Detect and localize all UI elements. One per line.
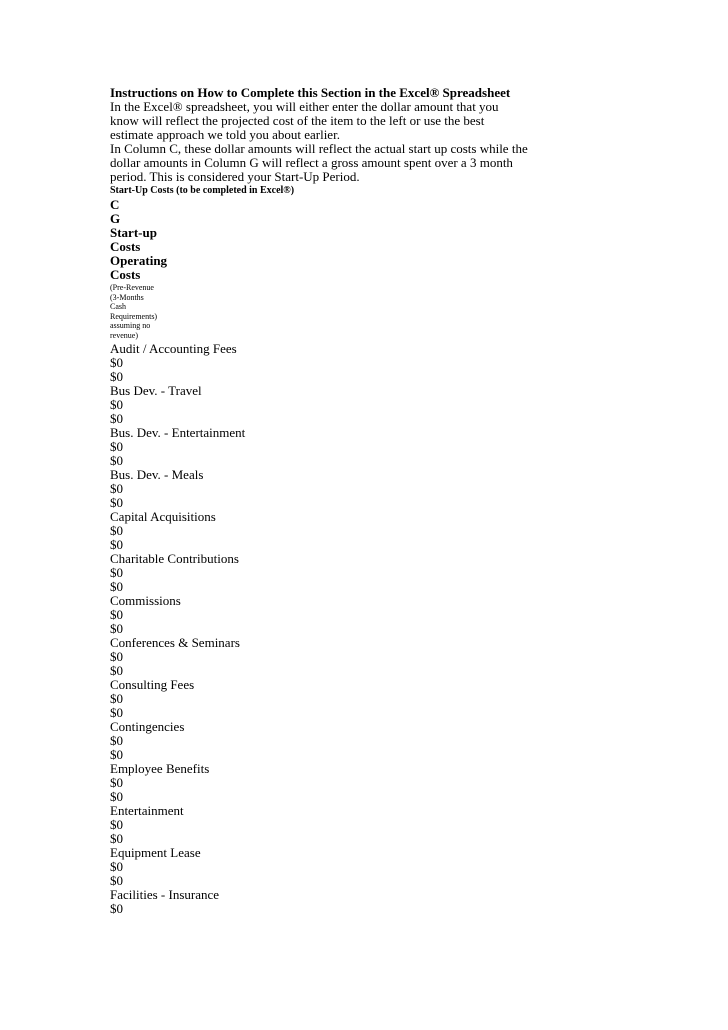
item-name: Bus. Dev. - Meals: [110, 467, 204, 482]
item-name: Equipment Lease: [110, 845, 201, 860]
item-start-up-value: $0: [110, 523, 123, 538]
item-start-up-value: $0: [110, 439, 123, 454]
note-line: revenue): [110, 330, 138, 340]
item-operating-value: $0: [110, 873, 123, 888]
operating-costs-note: [110, 283, 530, 340]
column-header: Costs: [110, 267, 141, 282]
column-header: C: [110, 197, 120, 212]
table-title: Start-Up Costs (to be completed in Excel®): [110, 185, 295, 196]
item-operating-value: $0: [110, 411, 123, 426]
list-item: [110, 510, 530, 552]
item-operating-value: $0: [110, 453, 123, 468]
item-operating-value: $0: [110, 579, 123, 594]
item-start-up-value: $0: [110, 817, 123, 832]
item-start-up-value: $0: [110, 607, 123, 622]
item-name: Commissions: [110, 593, 181, 608]
item-name: Bus. Dev. - Entertainment: [110, 425, 246, 440]
item-name: Audit / Accounting Fees: [110, 341, 237, 356]
item-operating-value: $0: [110, 789, 123, 804]
document-page: [110, 86, 530, 916]
item-name: Charitable Contributions: [110, 551, 239, 566]
list-item: [110, 846, 530, 888]
item-start-up-value: $0: [110, 775, 123, 790]
list-item: [110, 762, 530, 804]
list-item: [110, 384, 530, 426]
column-header: G: [110, 211, 121, 226]
item-start-up-value: $0: [110, 733, 123, 748]
item-operating-value: $0: [110, 747, 123, 762]
item-operating-value: $0: [110, 369, 123, 384]
item-name: Conferences & Seminars: [110, 635, 240, 650]
item-name: Entertainment: [110, 803, 184, 818]
note-line: (3-Months: [110, 292, 144, 302]
column-header: Start-up: [110, 225, 157, 240]
item-name: Contingencies: [110, 719, 185, 734]
list-item: [110, 342, 530, 384]
item-operating-value: $0: [110, 621, 123, 636]
item-operating-value: $0: [110, 831, 123, 846]
column-header: Operating: [110, 253, 168, 268]
item-start-up-value: $0: [110, 691, 123, 706]
item-start-up-value: $0: [110, 901, 123, 916]
cost-items-list: [110, 342, 530, 916]
paragraph-intro: In the Excel® spreadsheet, you will either enter the dollar amount that you know will reflect the projected cost of the item to the left or use the best estimate approach we told you about earlier.: [110, 99, 499, 142]
item-name: Bus Dev. - Travel: [110, 383, 202, 398]
note-line: (Pre-Revenue: [110, 283, 154, 292]
note-line: Requirements): [110, 311, 158, 321]
item-name: Employee Benefits: [110, 761, 210, 776]
item-start-up-value: $0: [110, 355, 123, 370]
list-item: [110, 426, 530, 468]
item-start-up-value: $0: [110, 649, 123, 664]
document-title: Instructions on How to Complete this Section in the Excel® Spreadsheet: [110, 85, 511, 100]
paragraph-columns: In Column C, these dollar amounts will reflect the actual start up costs while the dollar amounts in Column G will reflect a gross amount spent over a 3 month period. This is considered your Start-Up Period.: [110, 141, 528, 184]
list-item: [110, 468, 530, 510]
item-name: Facilities - Insurance: [110, 887, 220, 902]
note-line: assuming no: [110, 321, 151, 330]
list-item: [110, 636, 530, 678]
list-item: [110, 594, 530, 636]
item-name: Consulting Fees: [110, 677, 195, 692]
list-item: [110, 804, 530, 846]
item-operating-value: $0: [110, 663, 123, 678]
item-start-up-value: $0: [110, 565, 123, 580]
item-start-up-value: $0: [110, 397, 123, 412]
item-operating-value: $0: [110, 537, 123, 552]
list-item: [110, 888, 530, 916]
list-item: [110, 552, 530, 594]
item-operating-value: $0: [110, 705, 123, 720]
list-item: [110, 678, 530, 720]
column-header: Costs: [110, 239, 141, 254]
list-item: [110, 720, 530, 762]
note-line: Cash: [110, 302, 126, 311]
item-name: Capital Acquisitions: [110, 509, 216, 524]
column-headers: [110, 198, 530, 282]
item-start-up-value: $0: [110, 859, 123, 874]
item-operating-value: $0: [110, 495, 123, 510]
item-start-up-value: $0: [110, 481, 123, 496]
